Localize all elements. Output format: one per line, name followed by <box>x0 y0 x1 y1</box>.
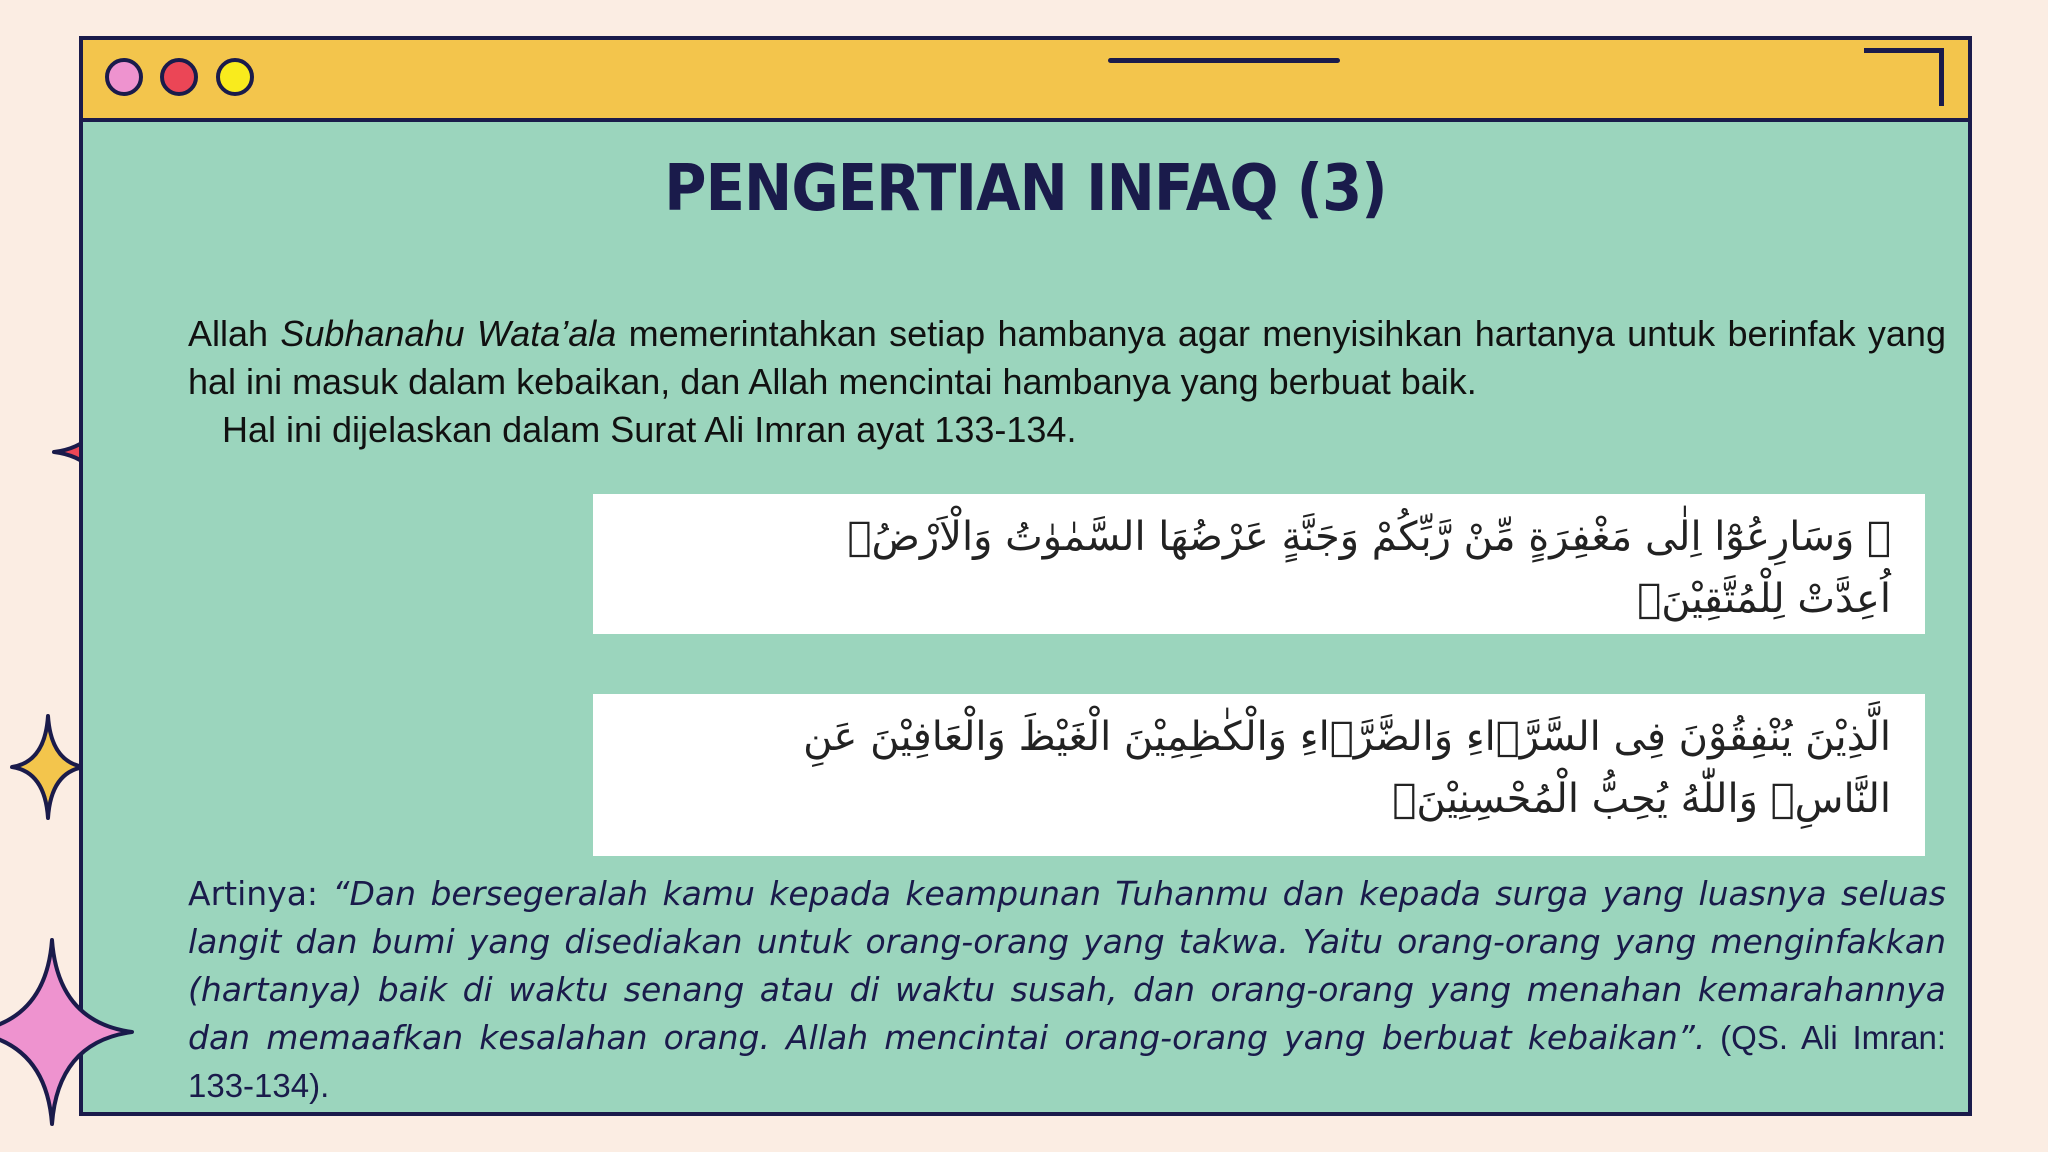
verse-134-line-2: النَّاسِۗ وَاللّٰهُ يُحِبُّ الْمُحْسِنِيْنَۚ <box>1392 776 1891 822</box>
intro-subhanahu: Subhanahu Wata’ala <box>280 313 617 354</box>
intro-paragraph <box>188 310 1946 454</box>
translation-paragraph <box>188 870 1946 1110</box>
verse-134-line-1: الَّذِيْنَ يُنْفِقُوْنَ فِى السَّرَّۤاءِ وَالضَّرَّۤاءِ وَالْكٰظِمِيْنَ الْغَيْظَ وَالْعَافِيْنَ عَنِ <box>803 714 1891 760</box>
translation-label: Artinya: <box>188 874 333 913</box>
verse-133-image <box>593 494 1925 634</box>
slide-window <box>79 36 1972 1116</box>
yellow-dot-icon <box>216 58 254 96</box>
translation-quote: “Dan bersegeralah kamu kepada keampunan Tuhanmu dan kepada surga yang luasnya seluas langit dan bumi yang disediakan untuk orang-orang yang takwa. Yaitu orang-orang yang menginfakkan (hartanya) baik di waktu senang atau di waktu susah, dan orang-orang yang menahan kemarahannya dan memaafkan kesalahan orang. Allah mencintai orang-orang yang berbuat kebaikan”. <box>188 874 1946 1057</box>
titlebar-line <box>1108 58 1340 63</box>
verse-134-image <box>593 694 1925 856</box>
yellow-sparkle-icon <box>10 714 86 820</box>
verse-133-line-2: اُعِدَّتْ لِلْمُتَّقِيْنَۙ <box>1637 576 1891 622</box>
red-dot-icon <box>160 58 198 96</box>
intro-rest: memerintahkan setiap hambanya agar menyisihkan hartanya untuk berinfak yang hal ini masuk dalam kebaikan, dan Allah mencintai hambanya yang berbuat baik. <box>188 313 1946 402</box>
intro-allah: Allah <box>188 313 269 354</box>
window-titlebar <box>83 40 1968 122</box>
translation-reference: (QS. Ali Imran: 133-134). <box>188 1019 1946 1104</box>
large-pink-sparkle-icon <box>0 938 136 1126</box>
verse-133-line-1: ۞ وَسَارِعُوْٓا اِلٰى مَغْفِرَةٍ مِّنْ رَّبِّكُمْ وَجَنَّةٍ عَرْضُهَا السَّمٰوٰتُ وَالْاَرْضُۙ <box>847 514 1891 560</box>
slide-title: PENGERTIAN INFAQ (3) <box>664 152 1387 226</box>
titlebar-corner-bracket <box>1864 48 1944 106</box>
pink-dot-icon <box>105 58 143 96</box>
intro-reference-line: Hal ini dijelaskan dalam Surat Ali Imran ayat 133-134. <box>222 409 1077 450</box>
